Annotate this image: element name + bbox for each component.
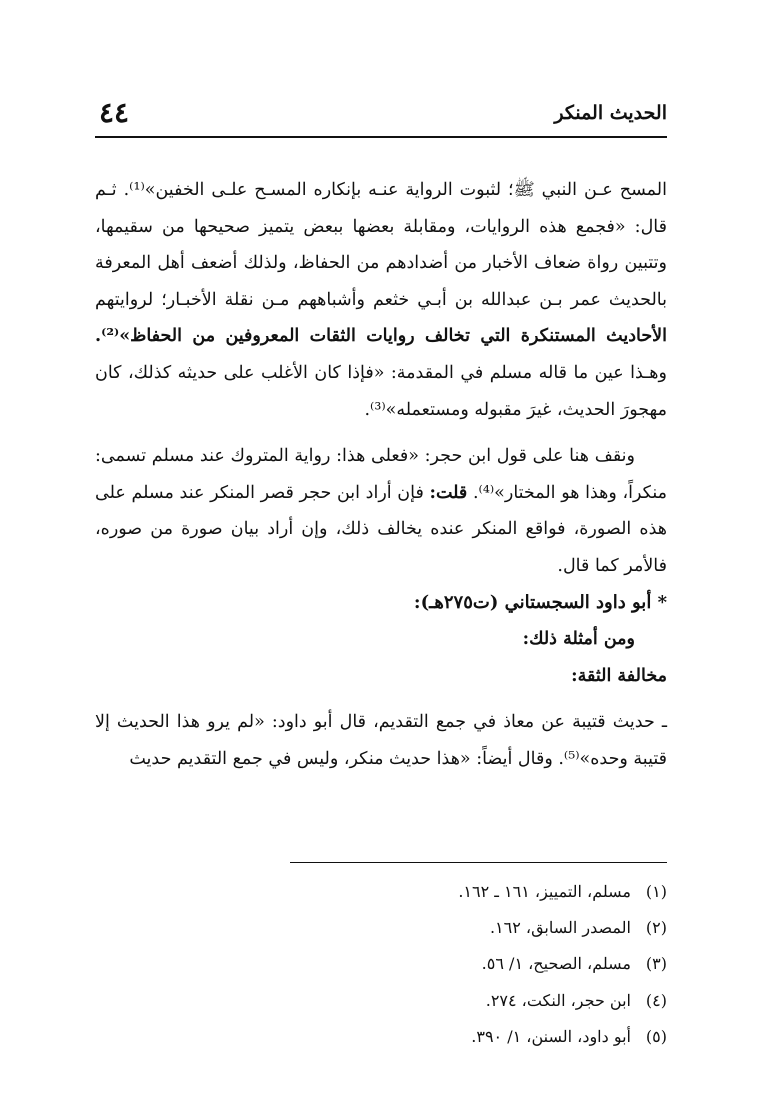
examples-intro: ومن أمثلة ذلك: bbox=[522, 629, 635, 650]
paragraph-2-text-b: فإن أراد ابن حجر قصر المنكر عند مسلم على هذه الصورة، فواقع المنكر عنده يخالف ذلك، وإن أراد بيان صورة من صوره، فالأمر كما قال. bbox=[95, 482, 667, 576]
paragraph-3: ـ حديث قتيبة عن معاذ في جمع التقديم، قال أبو داود: «لم يرو هذا الحديث إلا قتيبة وحده»⁽⁵⁾. وقال أيضاً: «هذا حديث منكر، وليس في جمع التقديم حديث bbox=[95, 712, 667, 769]
section-heading: * أبو داود السجستاني (ت٢٧٥هـ): bbox=[413, 591, 667, 613]
paragraph-1-bold: الأحاديث المستنكرة التي تخالف روايات الثقات المعروفين من الحفاظ»⁽²⁾. bbox=[95, 326, 667, 347]
footnote-5 bbox=[95, 1019, 667, 1055]
paragraph-1-text: المسح عـن النبي ﷺ؛ لثبوت الرواية عنـه بإنكاره المسـح علـى الخفين»⁽¹⁾. ثـم قال: «فجمع هذه الروايات، ومقابلة بعضها ببعض يتميز صحيحها من سقيمها، وتتبين رواة ضعاف الأخبار من أضدادهم من الحفاظ، ولذلك أضعف أهل المعرفة بالحديث عمر بـن عبدالله بن أبـي خثعم وأشباههم مـن نقلة الأخبـار؛ لروايتهم bbox=[95, 180, 667, 310]
page-number: ٤٤ bbox=[99, 96, 130, 129]
footnote-text: أبو داود، السنن، ١/ ٣٩٠. bbox=[471, 1026, 631, 1046]
footnote-text: المصدر السابق، ١٦٢. bbox=[489, 918, 631, 938]
footnote-number: (٤) bbox=[645, 990, 667, 1010]
running-title: الحديث المنكر bbox=[554, 102, 667, 124]
footnote-1 bbox=[95, 874, 667, 910]
footnote-2 bbox=[95, 910, 667, 946]
footnote-4 bbox=[95, 983, 667, 1019]
footnote-3 bbox=[95, 946, 667, 982]
main-text bbox=[95, 172, 667, 778]
subheading: مخالفة الثقة: bbox=[571, 665, 667, 686]
footnote-number: (١) bbox=[645, 882, 667, 901]
paragraph-2-text-a: ونقف هنا على قول ابن حجر: «فعلى هذا: رواية المتروك عند مسلم تسمى: منكراً، وهذا هو المختار»⁽⁴⁾. bbox=[95, 446, 667, 503]
footnote-number: (٥) bbox=[645, 1026, 667, 1046]
footnote-divider bbox=[290, 862, 667, 863]
paragraph-2-bold: قلت: bbox=[429, 482, 468, 503]
paragraph-1-end: وهـذا عين ما قاله مسلم في المقدمة: «فإذا كان الأغلب على حديثه كذلك، كان مهجورَ الحديث، غيرَ مقبوله ومستعمله»⁽³⁾. bbox=[95, 362, 667, 420]
footnotes bbox=[95, 874, 667, 1055]
footnote-number: (٣) bbox=[645, 954, 667, 974]
footnote-text: مسلم، الصحيح، ١/ ٥٦. bbox=[481, 954, 631, 974]
footnote-number: (٢) bbox=[645, 918, 667, 938]
page-header bbox=[95, 96, 667, 138]
footnote-text: ابن حجر، النكت، ٢٧٤. bbox=[485, 990, 631, 1010]
paragraph-2 bbox=[95, 438, 667, 584]
paragraph-1 bbox=[95, 172, 667, 428]
footnote-text: مسلم، التمييز، ١٦١ ـ ١٦٢. bbox=[458, 882, 631, 901]
